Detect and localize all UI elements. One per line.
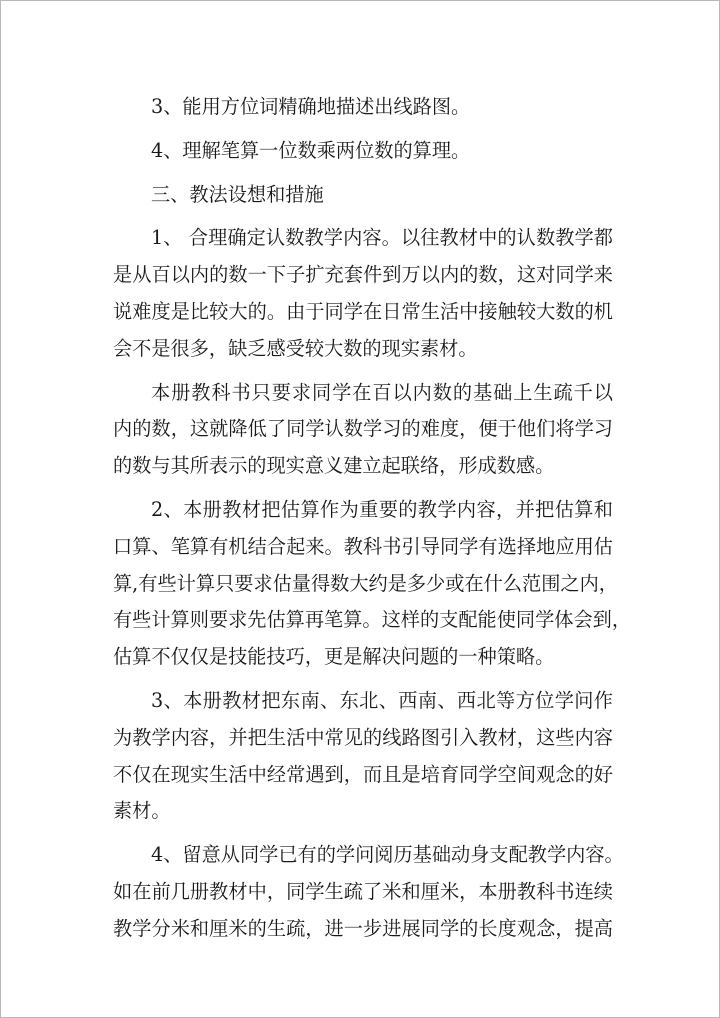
paragraph-gap	[113, 676, 613, 683]
paragraph	[113, 837, 624, 947]
paragraph	[113, 492, 632, 676]
text-line: 算,有些计算只要求估量得数大约是多少或在什么范围之内，	[113, 571, 618, 595]
paragraph	[113, 375, 613, 485]
text-line: 1、 合理确定认数教学内容。以往教材中的认数教学都	[151, 226, 613, 250]
text-line: 的数与其所表示的现实意义建立起联络，形成数感。	[113, 454, 555, 478]
paragraph	[113, 683, 613, 830]
text-line: 三、教法设想和措施	[151, 182, 324, 206]
paragraph-gap	[113, 368, 613, 375]
paragraph-gap	[113, 126, 613, 133]
text-line: 是从百以内的数一下子扩充套件到万以内的数，这对同学来	[113, 263, 613, 287]
paragraph	[113, 177, 613, 214]
text-line: 为教学内容，并把生活中常见的线路图引入教材，这些内容	[113, 725, 613, 749]
paragraph	[113, 133, 613, 170]
text-line: 不仅在现实生活中经常遇到，而且是培育同学空间观念的好	[113, 762, 613, 786]
paragraph-gap	[113, 170, 613, 177]
text-line: 4、留意从同学已有的学问阅历基础动身支配教学内容。	[151, 843, 624, 867]
text-line: 本册教科书只要求同学在百以内数的基础上生疏千以	[151, 380, 613, 404]
paragraph	[113, 89, 613, 126]
paragraph	[113, 220, 613, 367]
text-line: 4、理解笔算一位数乘两位数的算理。	[151, 138, 471, 162]
text-line: 如在前几册教材中，同学生疏了米和厘米，本册教科书连续	[113, 879, 613, 903]
text-line: 说难度是比较大的。由于同学在日常生活中接触较大数的机	[113, 299, 613, 323]
text-line: 内的数，这就降低了同学认数学习的难度，便于他们将学习	[113, 417, 613, 441]
text-line: 估算不仅仅是技能技巧，更是解决问题的一种策略。	[113, 645, 555, 669]
paragraph-gap	[113, 213, 613, 220]
document-body	[113, 89, 632, 948]
text-line: 3、本册教材把东南、东北、西南、西北等方位学问作	[151, 688, 613, 712]
text-line: 素材。	[113, 799, 171, 823]
text-line: 2、本册教材把估算作为重要的教学内容，并把估算和	[151, 497, 613, 521]
paragraph-gap	[113, 485, 613, 492]
text-line: 教学分米和厘米的生疏，进一步进展同学的长度观念，提高	[113, 916, 613, 940]
text-line: 3、能用方位词精确地描述出线路图。	[151, 95, 471, 118]
text-line: 会不是很多，缺乏感受较大数的现实素材。	[113, 336, 478, 360]
text-line: 有些计算则要求先估算再笔算。这样的支配能使同学体会到，	[113, 608, 632, 632]
text-line: 口算、笔算有机结合起来。教科书引导同学有选择地应用估	[113, 534, 613, 558]
paragraph-gap	[113, 830, 613, 837]
